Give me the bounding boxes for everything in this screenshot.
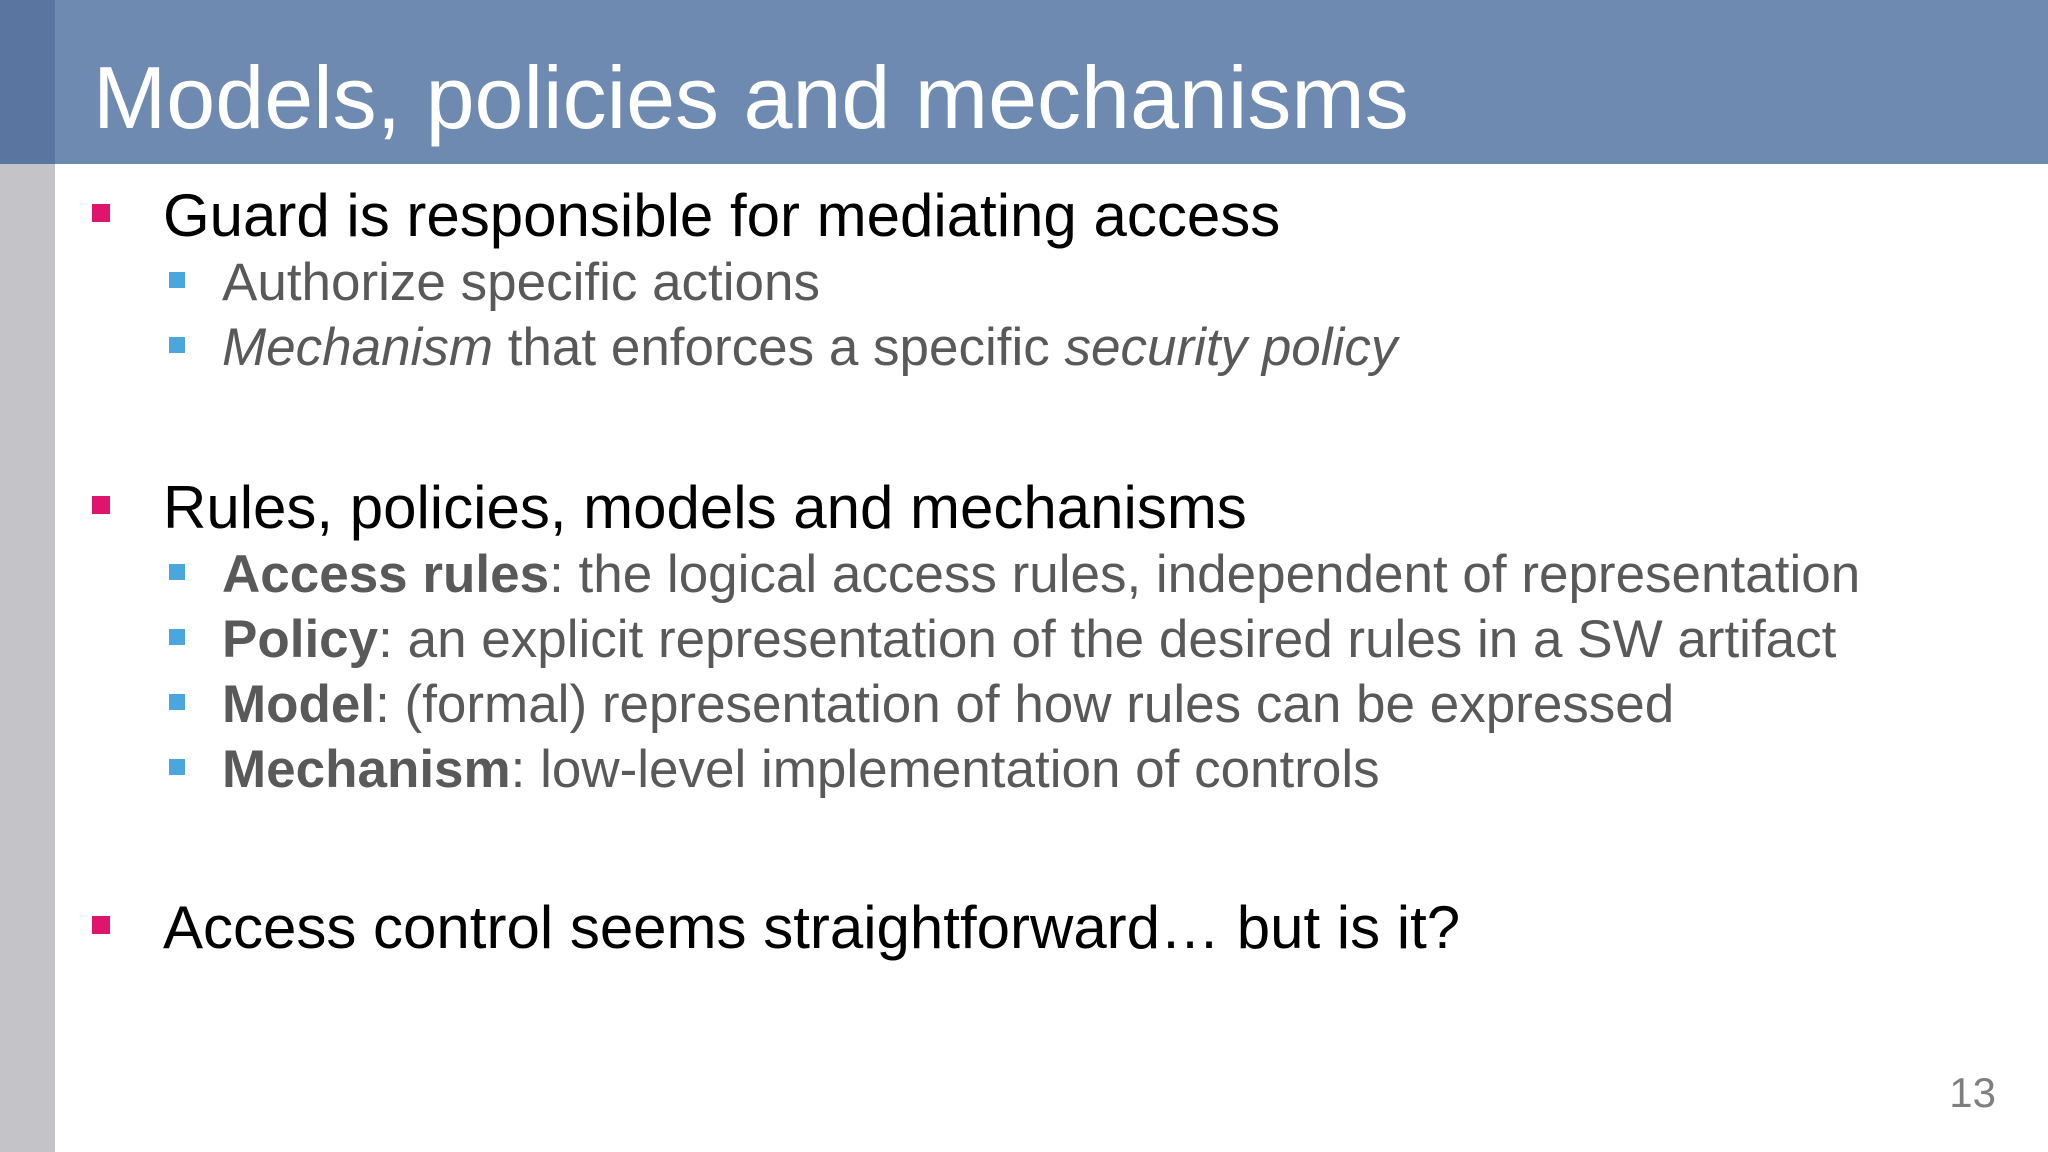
term-model: Model <box>222 675 376 734</box>
page-number: 13 <box>1949 1069 1996 1116</box>
sub-bullet-access-rules <box>222 542 1860 608</box>
sub-bullet-text: Authorize specific actions <box>222 253 821 312</box>
emphasis-mechanism: Mechanism <box>222 318 493 377</box>
definition-text: : an explicit representation of the desired rules in a SW artifact <box>378 610 1837 669</box>
bullet-text: Rules, policies, models and mechanisms <box>163 474 1247 541</box>
bullet-rules-policies <box>163 470 1247 546</box>
slide-title: Models, policies and mechanisms <box>93 48 1409 147</box>
sub-bullet-mechanism <box>222 737 1380 803</box>
sub-bullet-mechanism-enforces <box>222 315 1397 381</box>
square-bullet-icon <box>169 564 185 580</box>
square-bullet-icon <box>92 496 110 514</box>
square-bullet-icon <box>169 272 185 288</box>
bullet-access-control <box>163 890 1460 966</box>
sub-bullet-model <box>222 672 1674 738</box>
sub-bullet-policy <box>222 607 1836 673</box>
square-bullet-icon <box>92 916 110 934</box>
emphasis-security-policy: security policy <box>1064 318 1398 377</box>
sub-bullet-authorize <box>222 250 820 316</box>
sub-bullet-text: that enforces a specific <box>492 318 1065 377</box>
definition-text: : (formal) representation of how rules can be expressed <box>375 675 1675 734</box>
square-bullet-icon <box>169 629 185 645</box>
bullet-text: Access control seems straightforward… but is it? <box>163 894 1461 961</box>
bullet-text: Guard is responsible for mediating access <box>163 182 1281 249</box>
bullet-guard <box>163 178 1280 254</box>
term-policy: Policy <box>222 610 379 669</box>
square-bullet-icon <box>92 204 110 222</box>
definition-text: : low-level implementation of controls <box>510 740 1380 799</box>
square-bullet-icon <box>169 694 185 710</box>
square-bullet-icon <box>169 759 185 775</box>
definition-text: : the logical access rules, independent of representation <box>549 545 1861 604</box>
term-access-rules: Access rules <box>222 545 550 604</box>
term-mechanism: Mechanism <box>222 740 511 799</box>
square-bullet-icon <box>169 337 185 353</box>
